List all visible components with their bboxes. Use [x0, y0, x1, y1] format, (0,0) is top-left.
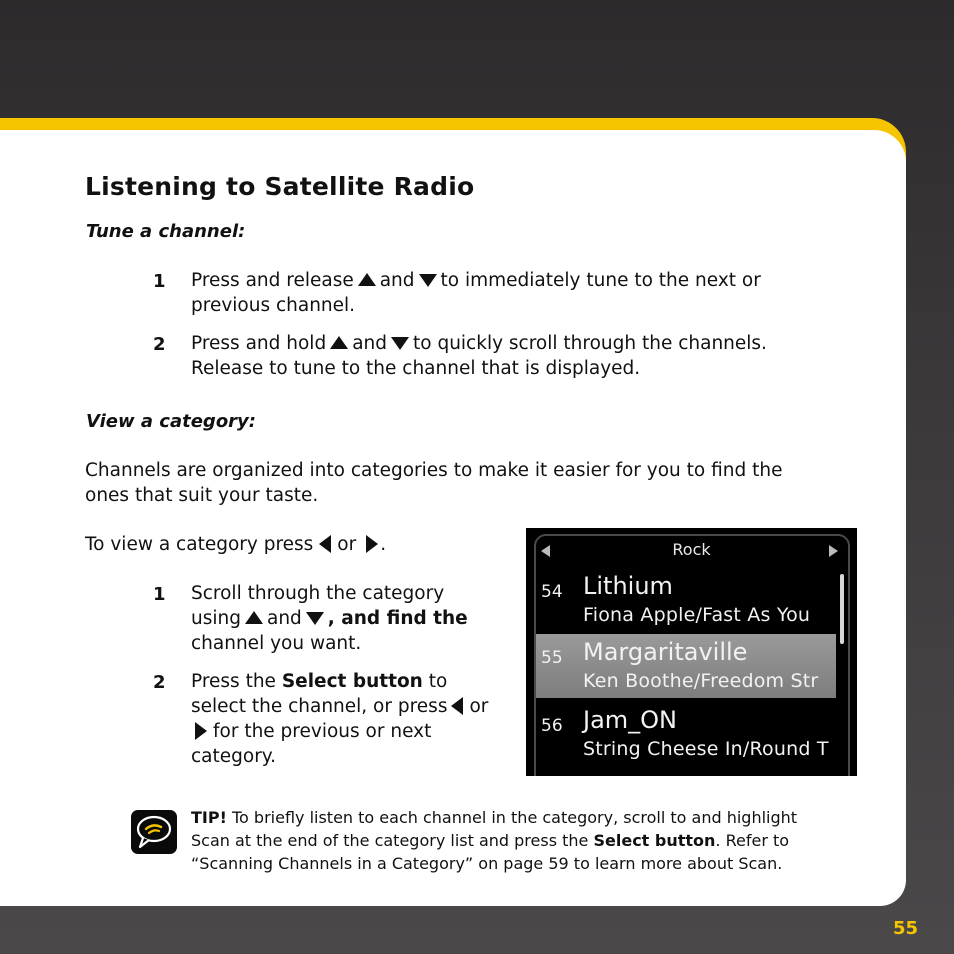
view-step2-text-d: select the channel, or press	[191, 696, 448, 717]
tip-text-1: To briefly listen to each channel in the category, scroll to and highlight	[231, 808, 798, 827]
view-step1-line2	[191, 606, 468, 631]
view-paragraph-line2: ones that suit your taste.	[85, 485, 319, 506]
view-step2-text-a: Press the	[191, 671, 276, 692]
view-instr-text-c: .	[380, 534, 387, 555]
list-scrollbar[interactable]	[840, 574, 844, 644]
tune-step2-line1	[191, 331, 767, 356]
view-heading: View a category:	[86, 411, 256, 432]
tip-text	[191, 806, 851, 875]
tip-line1	[191, 806, 851, 829]
view-step1-text-a: using	[191, 608, 241, 629]
view-step2-text-c: to	[428, 671, 448, 692]
page-title: Listening to Satellite Radio	[85, 172, 475, 201]
left-arrow-icon	[451, 697, 463, 715]
view-step2-line2	[191, 694, 488, 719]
view-step2-number: 2	[153, 672, 166, 693]
tip-text-2a: Scan at the end of the category list and press the	[191, 831, 589, 850]
tune-step1-number: 1	[153, 271, 166, 292]
view-paragraph-line1: Channels are organized into categories to make it easier for you to find the	[85, 460, 783, 481]
tune-step2-text-b: and	[352, 333, 387, 354]
tune-step1-text-c: to immediately tune to the next or	[440, 270, 761, 291]
view-step2-line3	[191, 719, 431, 744]
tip-select-button: Select button	[593, 831, 716, 850]
up-arrow-icon	[358, 273, 376, 286]
tip-line2	[191, 829, 851, 852]
channel-name: Jam_ON	[583, 706, 678, 734]
channel-row[interactable]	[536, 702, 836, 766]
view-step2-text-e: or	[469, 696, 489, 717]
tune-step2-text-a: Press and hold	[191, 333, 327, 354]
channel-artist-song: Fiona Apple/Fast As You	[583, 604, 811, 626]
category-name: Rock	[672, 540, 711, 559]
channel-number: 54	[541, 582, 563, 602]
tune-step2-line2: Release to tune to the channel that is displayed.	[191, 358, 641, 379]
tip-label: TIP!	[191, 808, 227, 827]
channel-name: Margaritaville	[583, 638, 748, 666]
tune-step2-text-c: to quickly scroll through the channels.	[413, 333, 767, 354]
channel-number: 55	[541, 648, 563, 668]
channel-row[interactable]	[536, 568, 836, 632]
left-arrow-icon	[319, 535, 331, 553]
right-arrow-icon	[366, 535, 378, 553]
radio-display	[526, 528, 857, 776]
tip-speech-bubble-icon	[131, 810, 177, 854]
view-step1-number: 1	[153, 584, 166, 605]
page-panel	[0, 130, 906, 906]
view-step2-line1	[191, 669, 447, 694]
view-step1-text-b: and	[266, 608, 302, 629]
view-step1-text-c: , and find the	[327, 608, 468, 629]
down-arrow-icon	[419, 274, 437, 287]
tune-step1-line1	[191, 268, 761, 293]
channel-number: 56	[541, 716, 563, 736]
view-instr-text-a: To view a category press	[85, 534, 314, 555]
tune-step1-line2: previous channel.	[191, 295, 356, 316]
tune-heading: Tune a channel:	[86, 221, 246, 242]
channel-artist-song: String Cheese In/Round T	[583, 738, 829, 760]
view-step1-line1: Scroll through the category	[191, 583, 445, 604]
category-next-icon[interactable]	[829, 545, 838, 557]
up-arrow-icon	[330, 336, 348, 349]
channel-artist-song: Ken Boothe/Freedom Str	[583, 670, 819, 692]
tune-step1-text-a: Press and release	[191, 270, 354, 291]
right-arrow-icon	[195, 722, 207, 740]
view-step2-line4: category.	[191, 746, 277, 767]
select-button-label: Select button	[281, 671, 423, 692]
down-arrow-icon	[391, 337, 409, 350]
down-arrow-icon	[306, 612, 324, 625]
tune-step1-text-b: and	[379, 270, 415, 291]
tip-text-2c: . Refer to	[715, 831, 790, 850]
tune-step2-number: 2	[153, 334, 166, 355]
page-number: 55	[893, 918, 919, 939]
view-instr-text-b: or	[337, 534, 357, 555]
tip-line3: “Scanning Channels in a Category” on page 59 to learn more about Scan.	[191, 854, 783, 873]
channel-name: Lithium	[583, 572, 673, 600]
view-category-instruction	[85, 532, 386, 557]
channel-row-selected[interactable]	[536, 634, 836, 698]
view-step2-text-f: for the previous or next	[213, 721, 432, 742]
up-arrow-icon	[245, 611, 263, 624]
view-step1-line3: channel you want.	[191, 633, 362, 654]
